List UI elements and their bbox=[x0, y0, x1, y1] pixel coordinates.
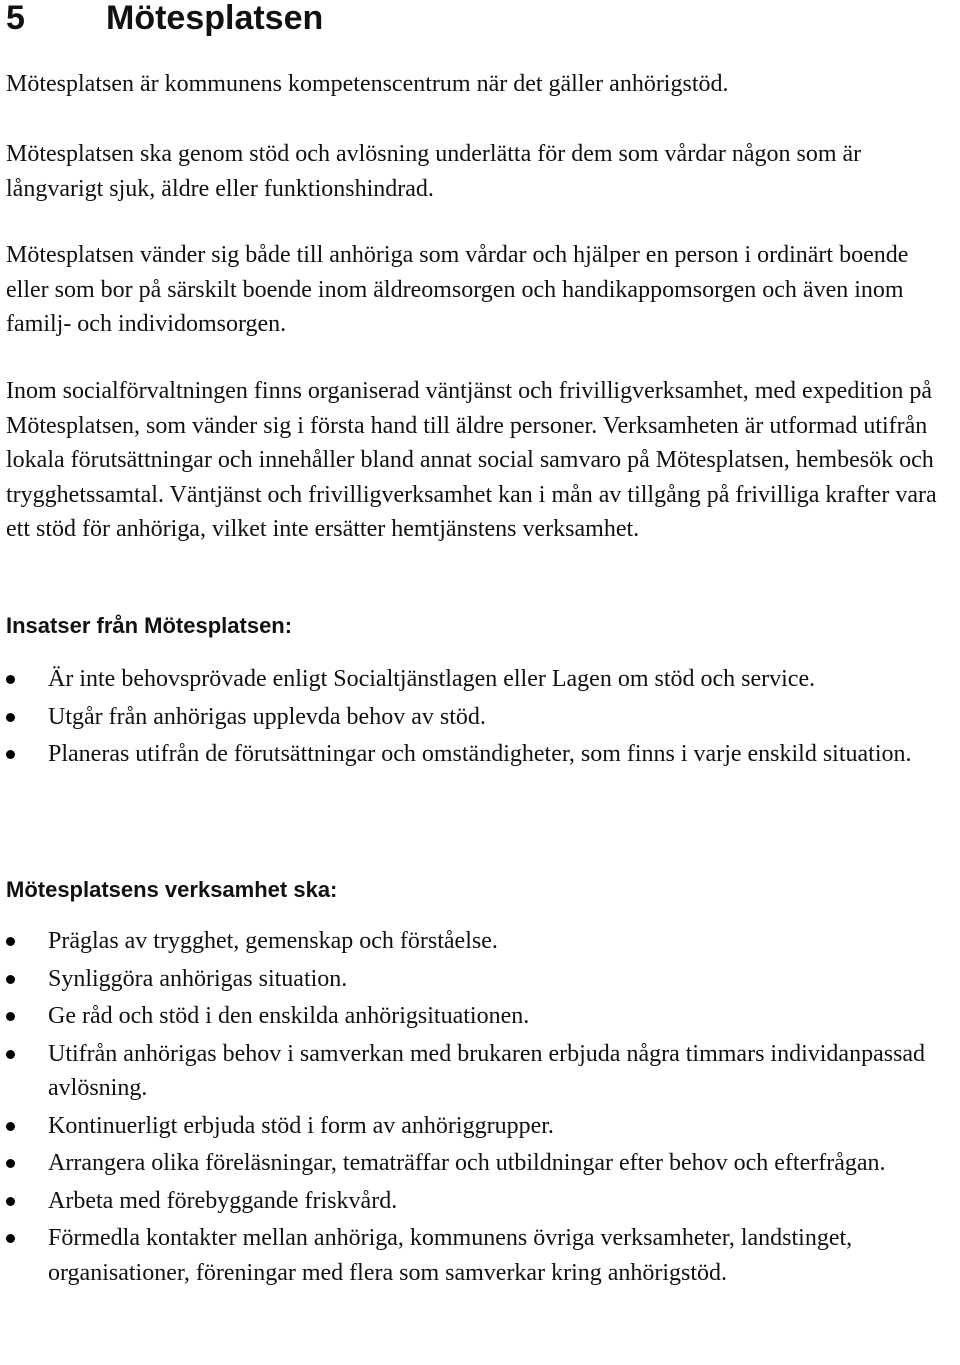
list-item-text: Synliggöra anhörigas situation. bbox=[48, 965, 348, 992]
bullet-icon bbox=[6, 1197, 15, 1206]
list-item bbox=[6, 1184, 956, 1219]
bullet-icon bbox=[6, 937, 15, 946]
list-item-text: Ge råd och stöd i den enskilda anhörigsituationen. bbox=[48, 1003, 530, 1029]
section-heading-verksamhet: Mötesplatsens verksamhet ska: bbox=[6, 877, 338, 902]
list-item-text: Kontinuerligt erbjuda stöd i form av anhöriggrupper. bbox=[48, 1112, 554, 1139]
chapter-number: 5 bbox=[6, 0, 25, 37]
list-item-text: Arrangera olika föreläsningar, tematräffar och utbildningar efter behov och efterfrågan. bbox=[48, 1150, 886, 1176]
list-item bbox=[6, 1221, 956, 1290]
bullet-icon bbox=[6, 1159, 15, 1168]
paragraph-target-group: Mötesplatsen vänder sig både till anhöriga som vårdar och hjälper en person i ordinärt boende eller som bor på särskilt boende inom äldreomsorgen och handikappomsorgen och även inom familj- och individomsorgen. bbox=[6, 242, 909, 337]
paragraph-intro: Mötesplatsen är kommunens kompetenscentrum när det gäller anhörigstöd. bbox=[6, 71, 729, 97]
list-item-text: Präglas av trygghet, gemenskap och förståelse. bbox=[48, 928, 498, 954]
list-item bbox=[6, 924, 956, 959]
paragraph-purpose: Mötesplatsen ska genom stöd och avlösning underlätta för dem som vårdar någon som är långvarigt sjuk, äldre eller funktionshindrad. bbox=[6, 141, 862, 202]
insatser-list bbox=[6, 662, 956, 775]
list-item bbox=[6, 999, 956, 1034]
list-item-text: Utgår från anhörigas upplevda behov av stöd. bbox=[48, 703, 486, 730]
bullet-icon bbox=[6, 1234, 15, 1243]
bullet-icon bbox=[6, 1050, 15, 1059]
chapter-name: Mötesplatsen bbox=[106, 0, 324, 37]
bullet-icon bbox=[6, 1012, 15, 1021]
list-item bbox=[6, 1109, 956, 1144]
bullet-icon bbox=[6, 675, 15, 684]
list-item bbox=[6, 700, 956, 735]
list-item bbox=[6, 662, 956, 697]
bullet-icon bbox=[6, 750, 15, 759]
list-item bbox=[6, 1037, 956, 1106]
list-item-text: Arbeta med förebyggande friskvård. bbox=[48, 1187, 398, 1214]
chapter-title bbox=[6, 0, 323, 38]
list-item-text: Är inte behovsprövade enligt Socialtjänstlagen eller Lagen om stöd och service. bbox=[48, 666, 816, 692]
list-item-text: Planeras utifrån de förutsättningar och omständigheter, som finns i varje enskild situation. bbox=[48, 741, 912, 767]
list-item bbox=[6, 962, 956, 997]
bullet-icon bbox=[6, 1122, 15, 1131]
list-item-text: Förmedla kontakter mellan anhöriga, kommunens övriga verksamheter, landstinget, organisationer, föreningar med flera som samverkar kring anhörigstöd. bbox=[48, 1225, 853, 1286]
bullet-icon bbox=[6, 975, 15, 984]
section-heading-insatser: Insatser från Mötesplatsen: bbox=[6, 613, 293, 638]
list-item bbox=[6, 737, 956, 772]
paragraph-volunteer-service: Inom socialförvaltningen finns organiserad väntjänst och frivilligverksamhet, med expedition på Mötesplatsen, som vänder sig i första hand till äldre personer. Verksamheten är utformad utifrån lokala förutsättningar och innehåller bland annat social samvaro på Mötesplatsen, hembesök och trygghetssamtal. Väntjänst och frivilligverksamhet kan i mån av tillgång på frivilliga krafter vara ett stöd för anhöriga, vilket inte ersätter hemtjänstens verksamhet. bbox=[6, 378, 937, 542]
list-item bbox=[6, 1146, 956, 1181]
verksamhet-list bbox=[6, 924, 956, 1293]
list-item-text: Utifrån anhörigas behov i samverkan med brukaren erbjuda några timmars individanpassad avlösning. bbox=[48, 1040, 926, 1101]
bullet-icon bbox=[6, 713, 15, 722]
